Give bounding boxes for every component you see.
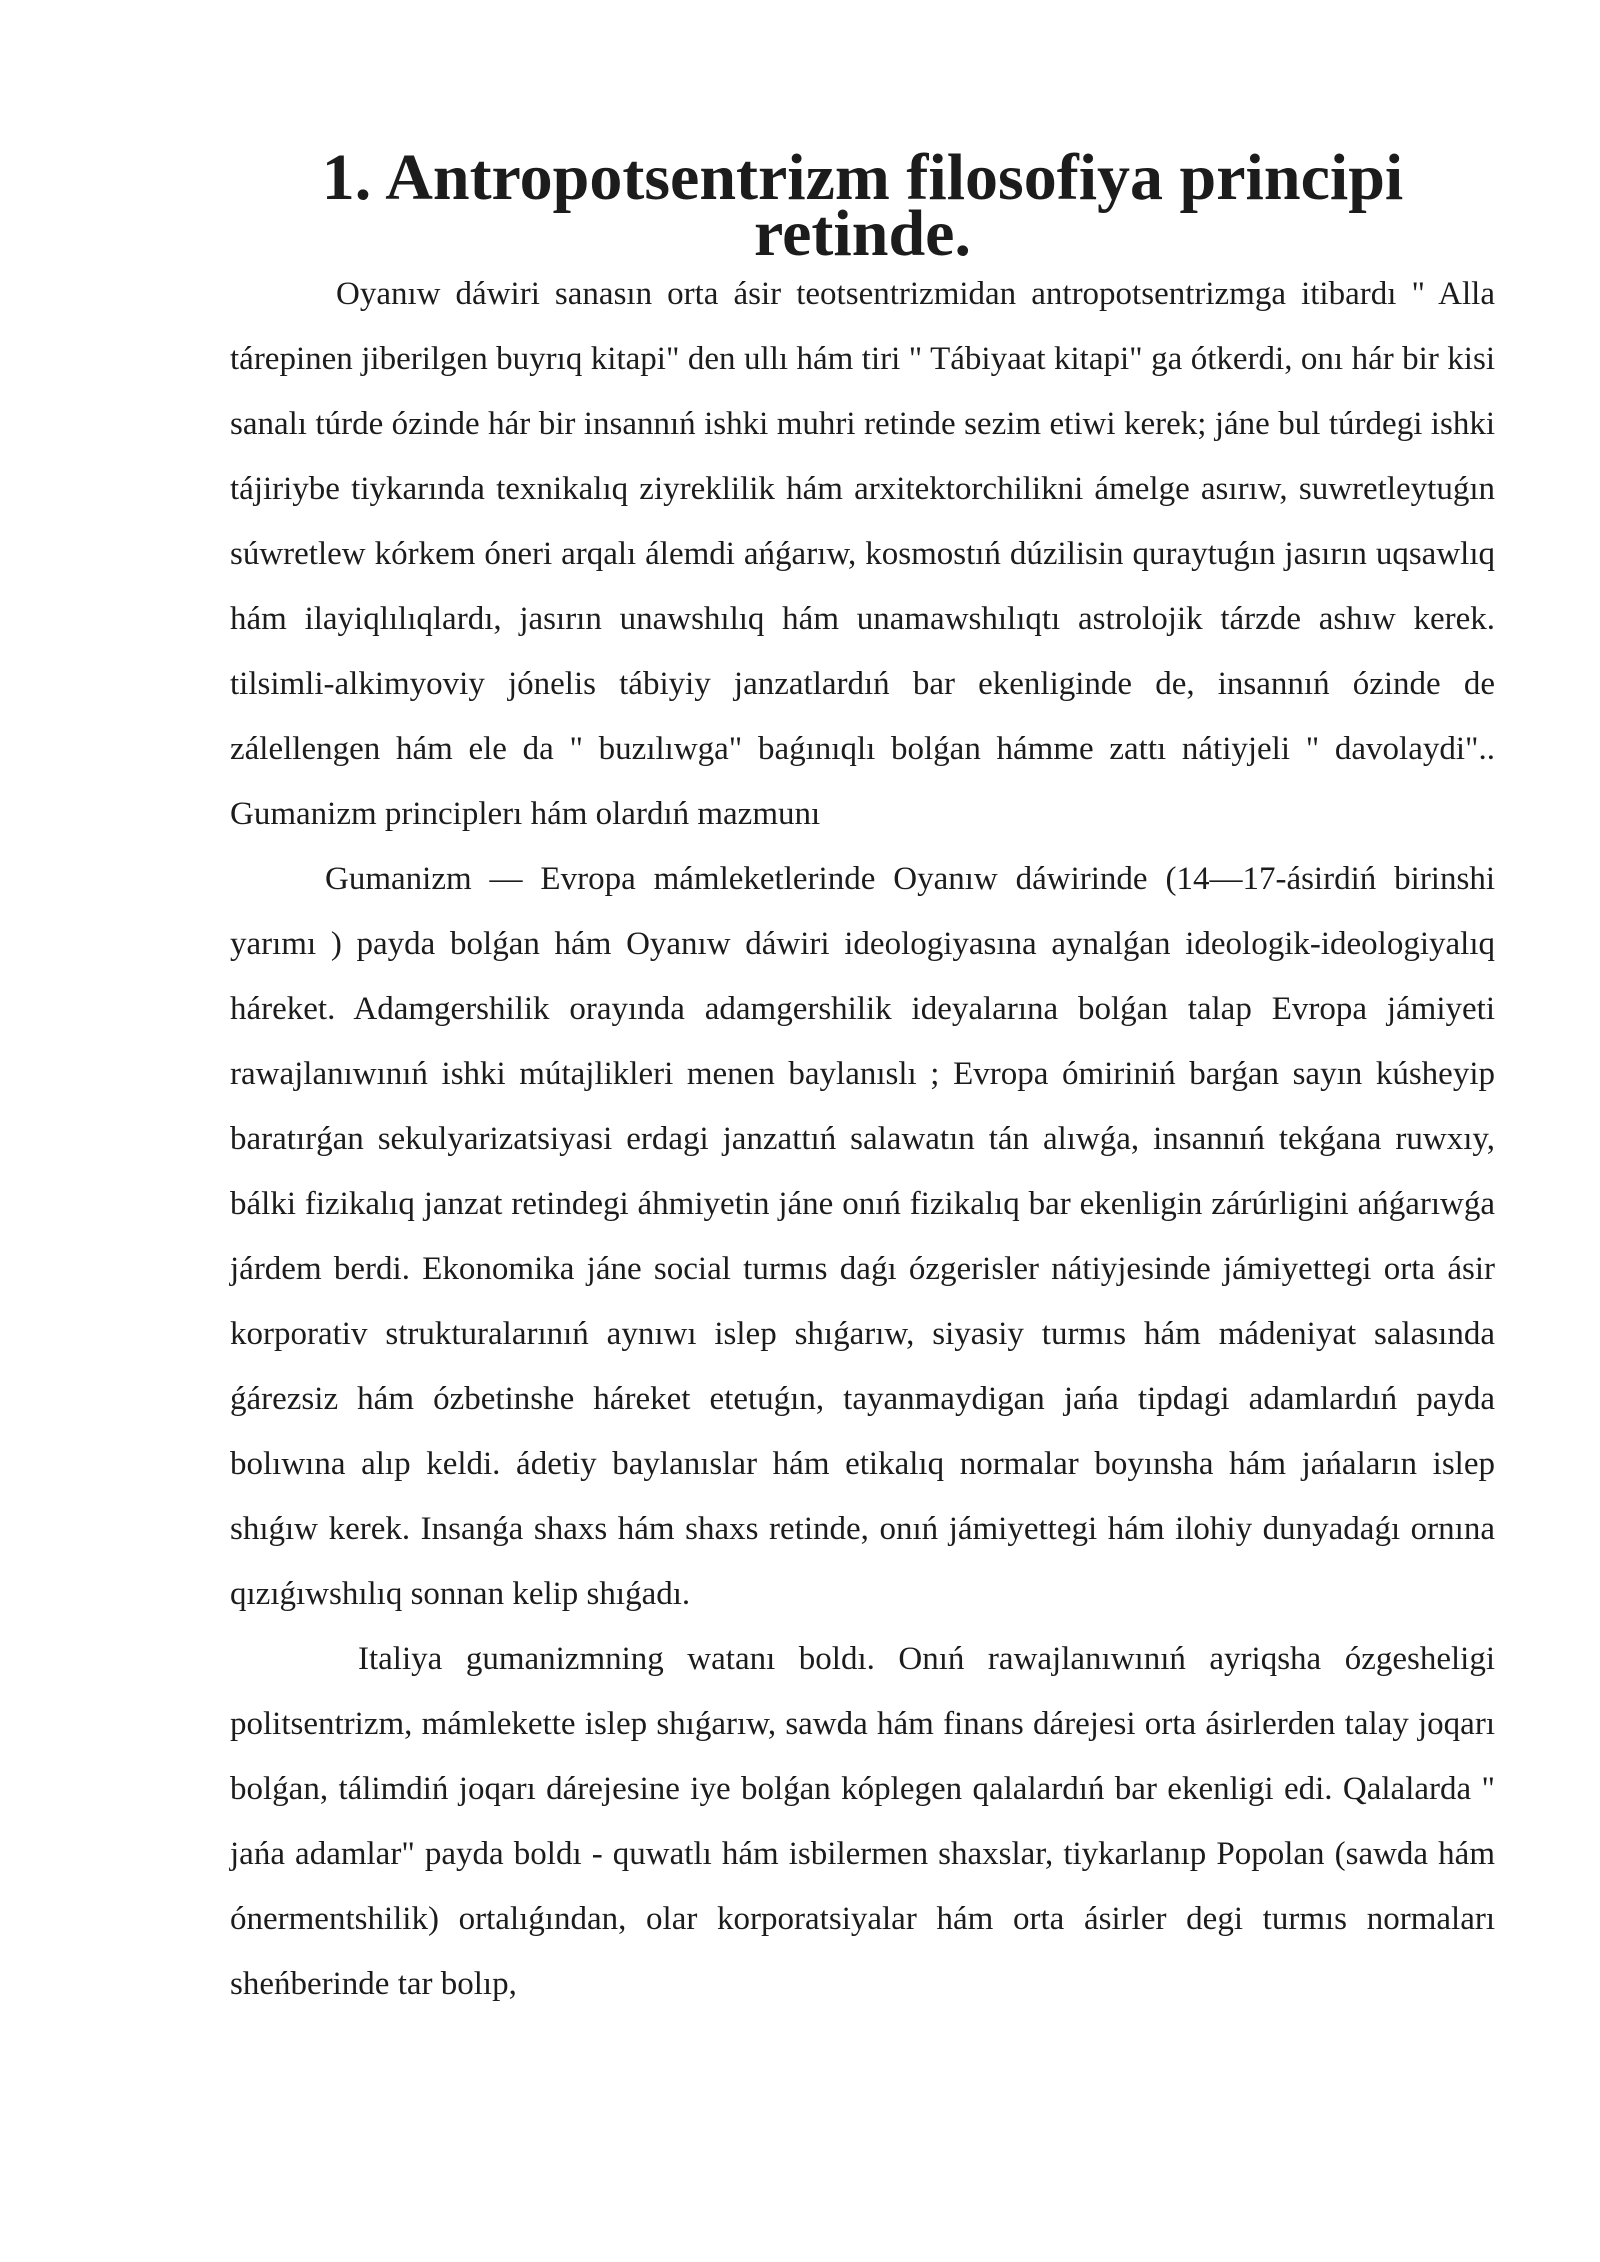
document-body [230, 141, 1495, 2017]
heading-text: Antropotsentrizm filosofiya principi retinde. [385, 141, 1404, 270]
section-heading [230, 141, 1495, 270]
paragraph: Oyanıw dáwiri sanasın orta ásir teotsentrizmidan antropotsentrizmga itibardı " Alla tárepinen jiberilgen buyrıq kitapi" den ullı hám tiri " Tábiyaat kitapi" ga ótkerdi, onı hár bir kisi sanalı túrde ózinde hár bir insannıń ishki muhri retinde sezim etiwi kerek; jáne bul túrdegi ishki tájiriybe tiykarında texnikalıq ziyreklilik hám arxitektorchilikni ámelge asırıw, suwretleytuǵın súwretlew kórkem óneri arqalı álemdi ańǵarıw, kosmostıń dúzilisin quraytuǵın jasırın uqsawlıq hám ilayiqlılıqlardı, jasırın unawshılıq hám unamawshılıqtı astrolojik tárzde ashıw kerek. tilsimli-alkimyoviy jónelis tábiyiy janzatlardıń bar ekenliginde de, insannıń ózinde de zálellengen hám ele da " buzılıwga" baǵınıqlı bolǵan hámme zattı nátiyjeli " davolaydi".. Gumanizm principlerı hám olardıń mazmunı [230, 276, 1495, 832]
paragraph: Gumanizm — Evropa mámleketlerinde Oyanıw dáwirinde (14—17-ásirdiń birinshi yarımı ) payda bolǵan hám Oyanıw dáwiri ideologiyasına aynalǵan ideologik-ideologiyalıq háreket. Adamgershilik orayında adamgershilik ideyalarına bolǵan talap Evropa jámiyeti rawajlanıwınıń ishki mútajlikleri menen baylanıslı ; Evropa ómiriniń barǵan sayın kúsheyip baratırǵan sekulyarizatsiyasi erdagi janzattıń salawatın tán alıwǵa, insannıń tekǵana ruwxıy, bálki fizikalıq janzat retindegi áhmiyetin jáne onıń fizikalıq bar ekenligin zárúrligini ańǵarıwǵa járdem berdi. Ekonomika jáne social turmıs daǵı ózgerisler nátiyjesinde jámiyettegi orta ásir korporativ strukturalarınıń aynıwı islep shıǵarıw, siyasiy turmıs hám mádeniyat salasında ǵárezsiz hám ózbetinshe háreket etetuǵın, tayanmaydigan jańa tipdagi adamlardıń payda bolıwına alıp keldi. ádetiy baylanıslar hám etikalıq normalar boyınsha hám jańaların islep shıǵıw kerek. Insanǵa shaxs hám shaxs retinde, onıń jámiyettegi hám ilohiy dunyadaǵı ornına qızıǵıwshılıq sonnan kelip shıǵadı. [230, 861, 1495, 1612]
paragraph: Italiya gumanizmning watanı boldı. Onıń rawajlanıwınıń ayriqsha ózgesheligi politsentrizm, mámlekette islep shıǵarıw, sawda hám finans dárejesi orta ásirlerden talay joqarı bolǵan, tálimdiń joqarı dárejesine iye bolǵan kóplegen qalalardıń bar ekenligi edi. Qalalarda " jańa adamlar" payda boldı - quwatlı hám isbilermen shaxslar, tiykarlanıp Popolan (sawda hám ónermentshilik) ortalıǵından, olar korporatsiyalar hám orta ásirler degi turmıs normaları sheńberinde tar bolıp, [230, 1641, 1495, 2002]
heading-number: 1. [321, 141, 372, 214]
